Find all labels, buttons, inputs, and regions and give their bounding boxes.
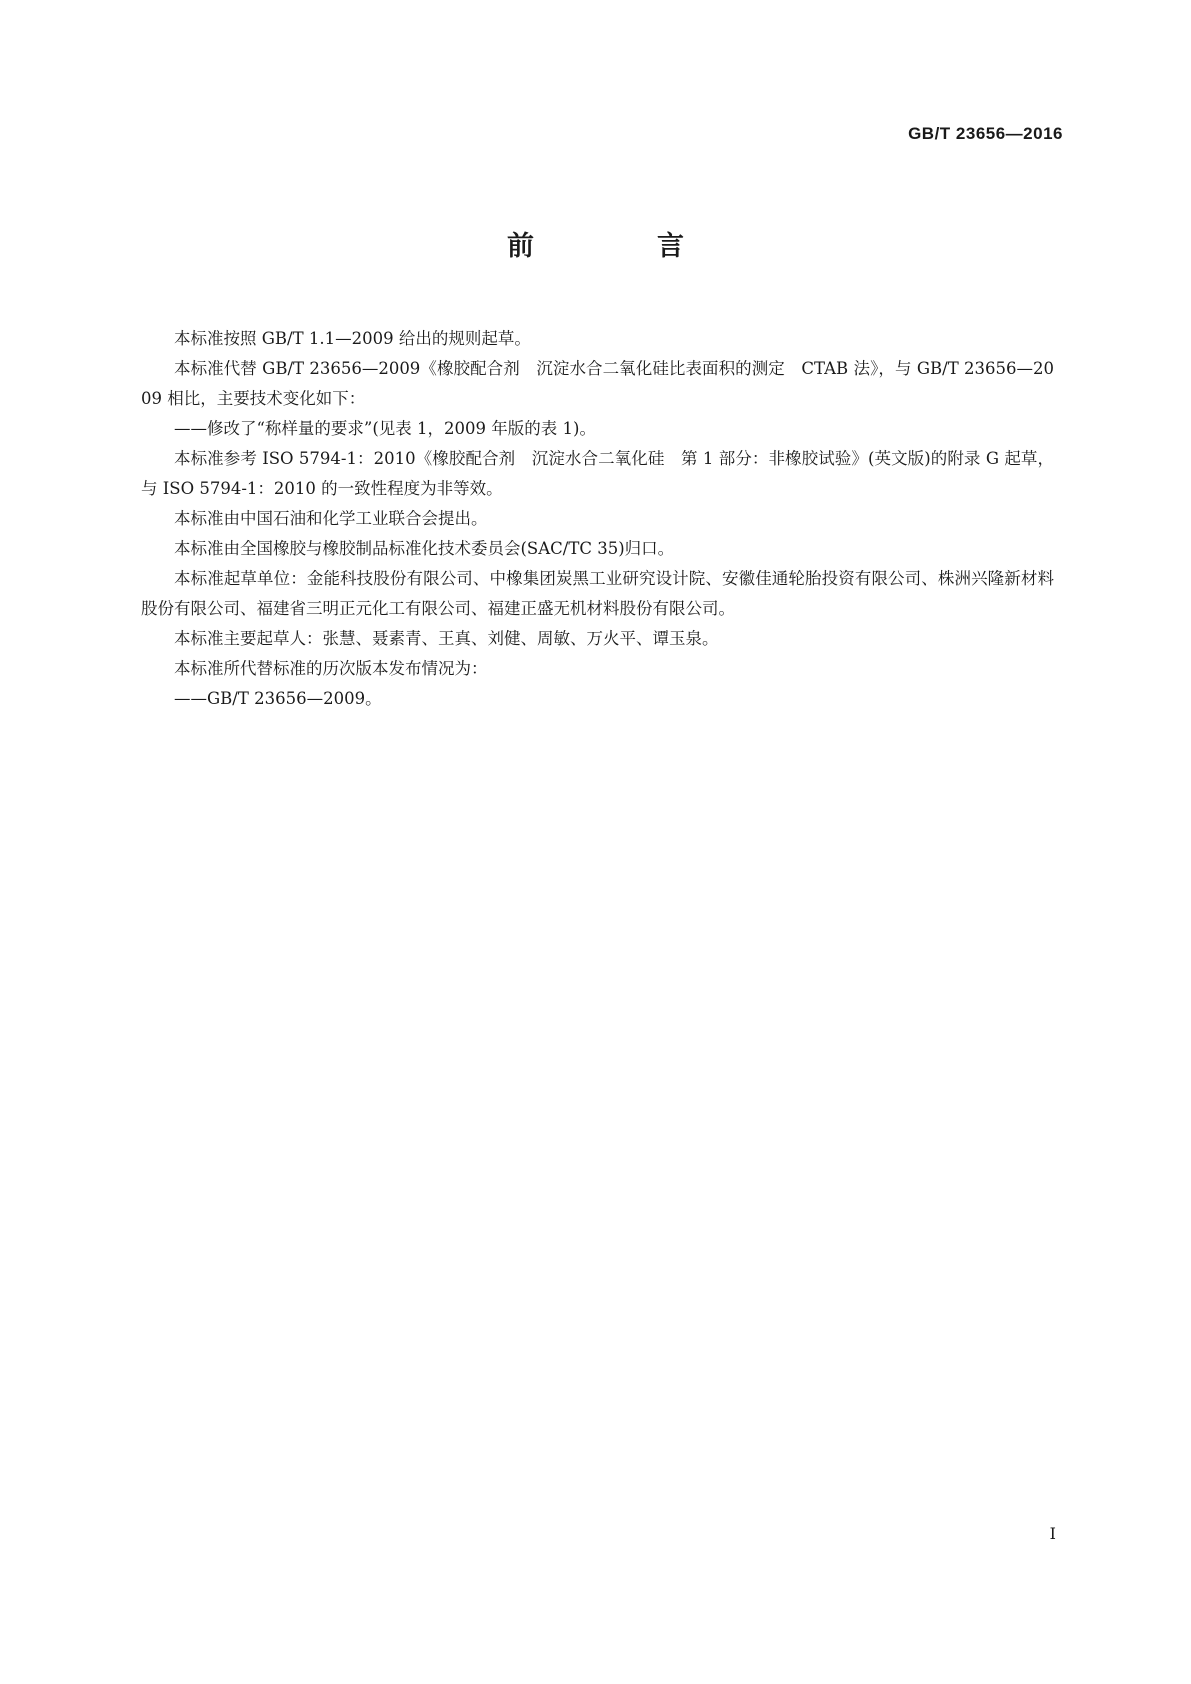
paragraph-administered-by: 本标准由全国橡胶与橡胶制品标准化技术委员会(SAC/TC 35)归口。 bbox=[174, 539, 675, 558]
paragraph-proposed-by: 本标准由中国石油和化学工业联合会提出。 bbox=[174, 509, 488, 528]
standard-code-header: GB/T 23656—2016 bbox=[908, 124, 1063, 143]
paragraph-drafting-rules: 本标准按照 GB/T 1.1—2009 给出的规则起草。 bbox=[174, 329, 531, 348]
page-number: I bbox=[1049, 1524, 1056, 1543]
paragraph-change-item: ——修改了“称样量的要求”(见表 1，2009 年版的表 1)。 bbox=[174, 419, 596, 438]
page-title: 前 言 bbox=[507, 231, 732, 262]
paragraph-replaces: 本标准代替 GB/T 23656—2009《橡胶配合剂 沉淀水合二氧化硅比表面积的测定 CTAB 法》，与 GB/T 23656—2009 相比，主要技术变化如下： bbox=[141, 359, 1054, 408]
paragraph-drafters: 本标准主要起草人：张慧、聂素青、王真、刘健、周敏、万火平、谭玉泉。 bbox=[174, 629, 719, 648]
paragraph-previous-edition-item: ——GB/T 23656—2009。 bbox=[174, 689, 382, 708]
paragraph-reference-iso: 本标准参考 ISO 5794-1：2010《橡胶配合剂 沉淀水合二氧化硅 第 1 部分：非橡胶试验》(英文版)的附录 G 起草，与 ISO 5794-1：2010 的一致性程度为非等效。 bbox=[141, 449, 1054, 498]
paragraph-previous-editions: 本标准所代替标准的历次版本发布情况为： bbox=[174, 659, 488, 678]
foreword-body bbox=[141, 324, 1054, 714]
paragraph-drafting-organizations: 本标准起草单位：金能科技股份有限公司、中橡集团炭黑工业研究设计院、安徽佳通轮胎投资有限公司、株洲兴隆新材料股份有限公司、福建省三明正元化工有限公司、福建正盛无机材料股份有限公司。 bbox=[141, 569, 1054, 618]
